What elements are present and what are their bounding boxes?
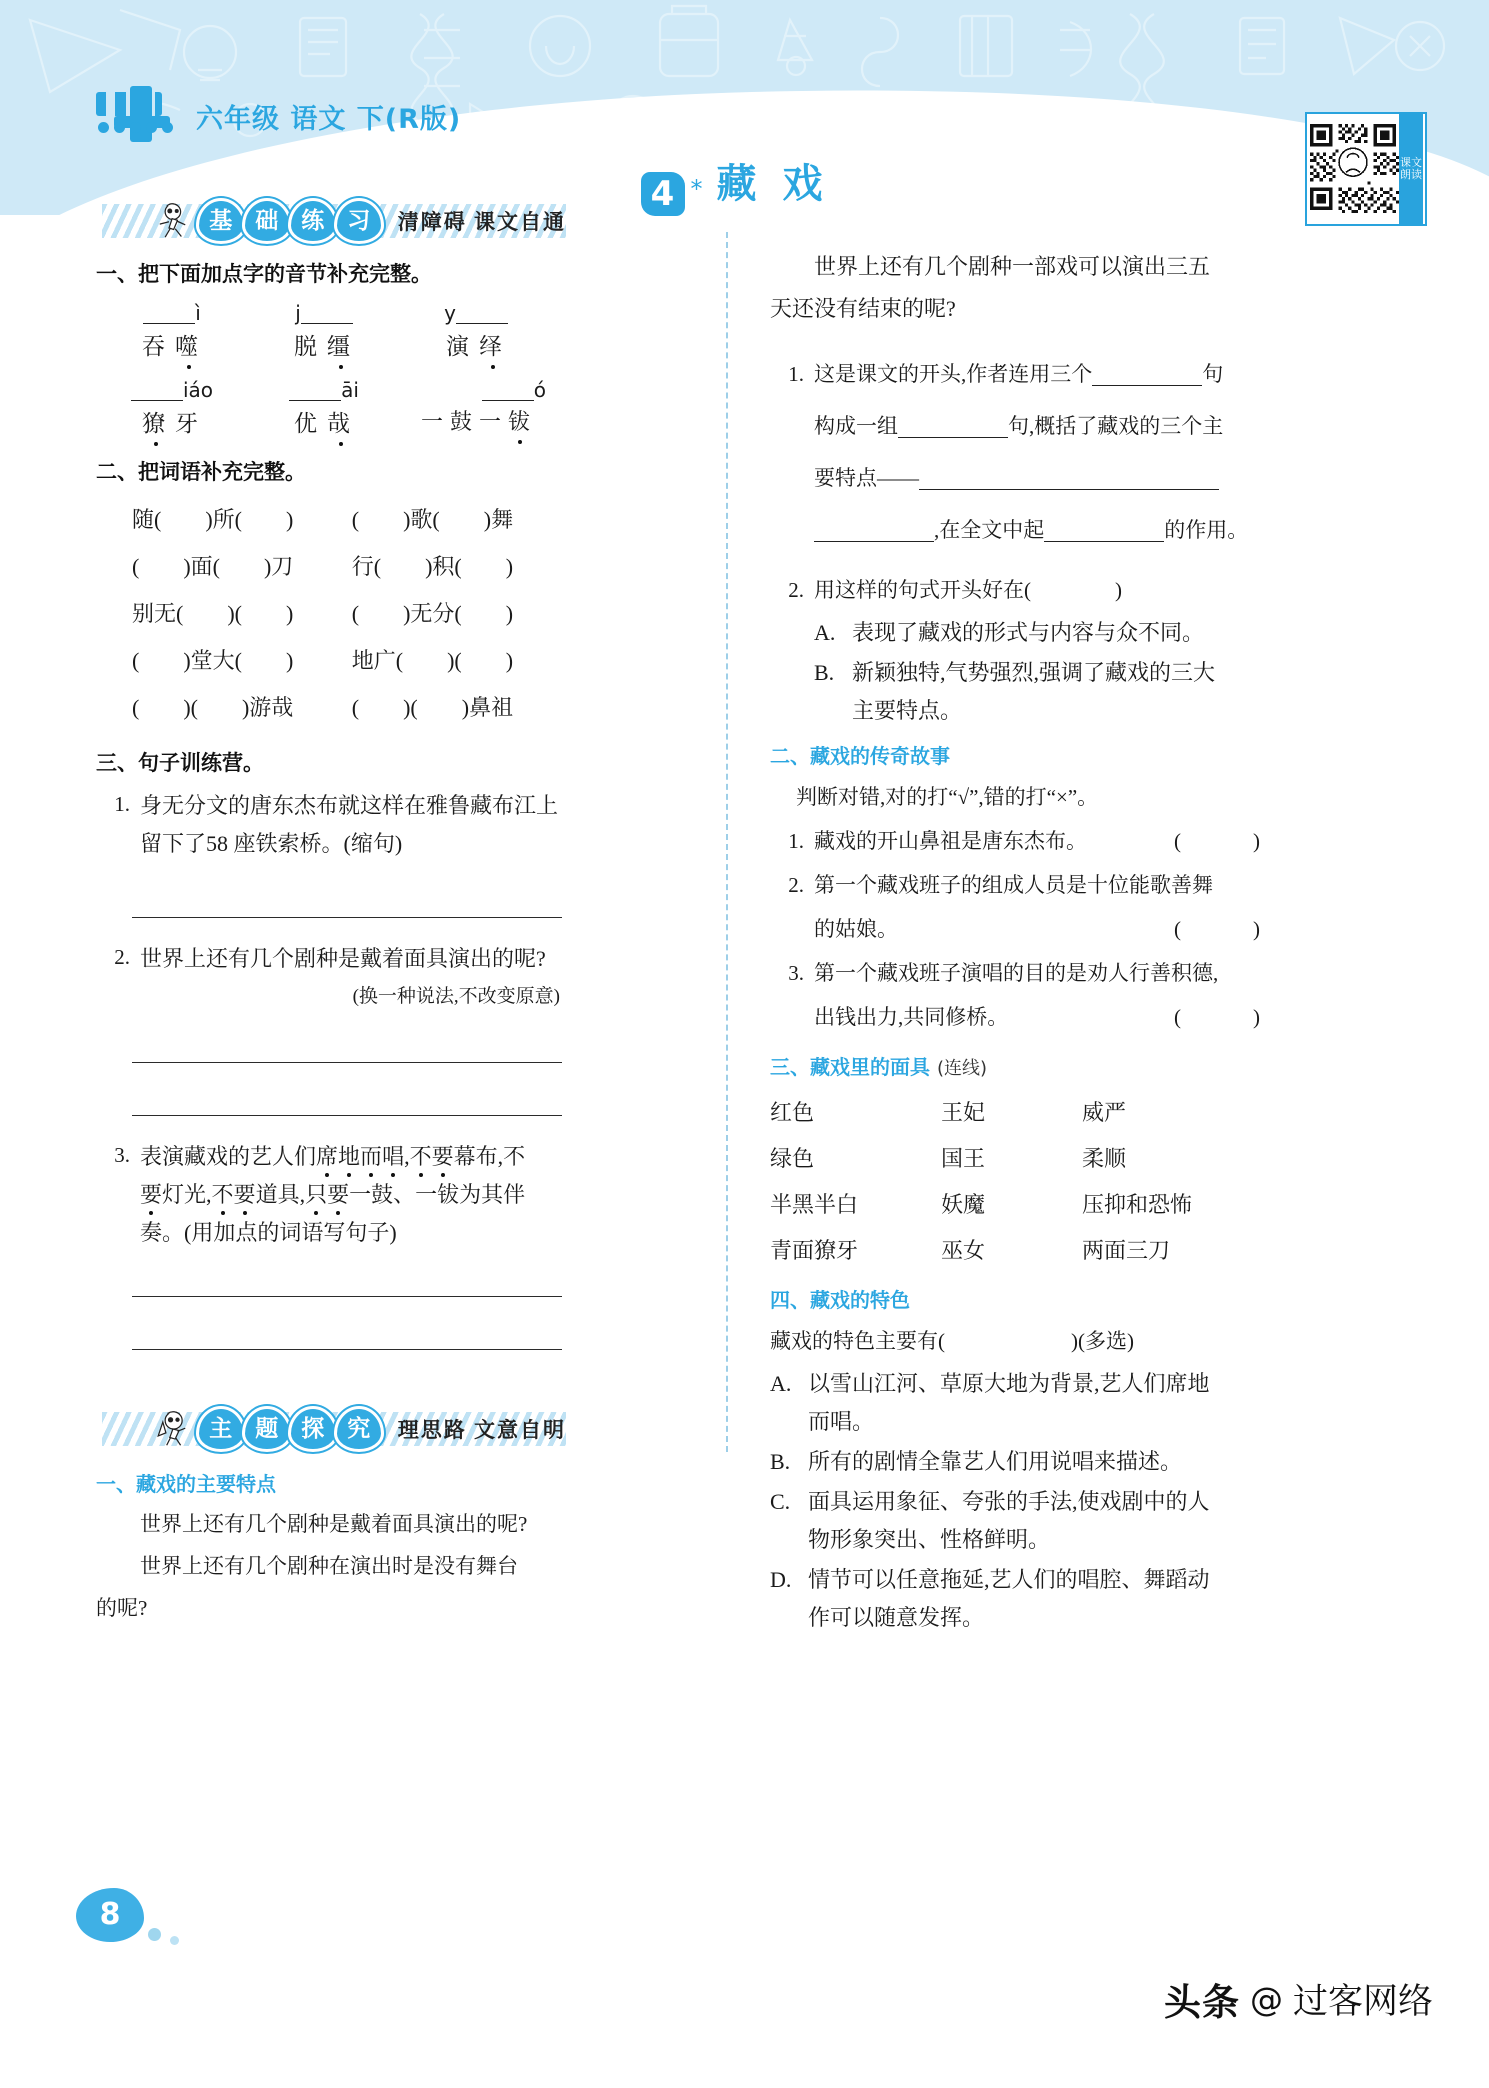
- question-line: 奏。(用加点的词语写句子): [140, 1220, 397, 1245]
- question-number: 2.: [788, 578, 804, 602]
- matching-exercise-table: [770, 1090, 1270, 1274]
- column-divider: [726, 232, 728, 1452]
- pinyin-cell: ì 吞 噬: [142, 301, 202, 359]
- word-fill-grid: [96, 496, 566, 731]
- word-fill-cell[interactable]: 地广( )( ): [351, 648, 514, 673]
- question-number: 2.: [114, 945, 130, 969]
- brand-name-text: 过客网络: [1292, 1982, 1433, 2022]
- question-number: 3.: [788, 961, 804, 985]
- badge-character-bubbles: [196, 1406, 380, 1452]
- quote-line: 的呢?: [96, 1596, 148, 1620]
- option-key: B.: [770, 1449, 791, 1474]
- pinyin-exercise-grid: [96, 298, 566, 438]
- option-key: A.: [770, 1371, 792, 1396]
- match-middle-item[interactable]: 王妃: [941, 1100, 986, 1125]
- answer-blank[interactable]: [1092, 363, 1202, 386]
- answer-blank[interactable]: [919, 467, 1219, 490]
- match-left-item[interactable]: 红色: [770, 1100, 815, 1125]
- option-text: 面具运用象征、夸张的手法,使戏剧中的人 物形象突出、性格鲜明。: [808, 1489, 1210, 1552]
- option-key: C.: [770, 1489, 791, 1514]
- badge-char-1: 题: [242, 1406, 292, 1452]
- question-note: (换一种说法,不改变原意): [352, 986, 560, 1007]
- lesson-title: [0, 152, 1489, 214]
- word-fill-row: [132, 543, 566, 590]
- brand-at-symbol: @: [1249, 1979, 1283, 2019]
- theme-part1-quote-continued: [770, 246, 1270, 330]
- brand-logo: [96, 86, 461, 146]
- pinyin-prefix-2: y: [444, 301, 456, 325]
- answer-line[interactable]: [132, 1296, 562, 1297]
- pinyin-cell: āi 优 哉: [248, 375, 400, 438]
- tf-item: [770, 951, 1270, 1039]
- lesson-star-icon: *: [690, 175, 703, 203]
- question-number: 1.: [788, 829, 804, 853]
- tf-text: 第一个藏戏班子演唱的目的是劝人行善积德,: [814, 961, 1219, 985]
- word-fill-cell[interactable]: ( )堂大( ): [132, 648, 294, 673]
- theme-part4-heading: 四、藏戏的特色: [770, 1288, 910, 1312]
- tf-item: [770, 819, 1270, 863]
- option-row[interactable]: [770, 1561, 1270, 1637]
- q2-stem[interactable]: 用这样的句式开头好在( ): [814, 578, 1122, 602]
- matching-row: [770, 1182, 1270, 1228]
- pinyin-suffix-4: āi: [341, 378, 359, 402]
- exercise-1-heading: 一、把下面加点字的音节补充完整。: [96, 262, 432, 286]
- answer-line[interactable]: [132, 1349, 562, 1350]
- match-middle-item[interactable]: 妖魔: [941, 1192, 986, 1217]
- option-text: 新颖独特,气势强烈,强调了藏戏的三大 主要特点。: [852, 660, 1216, 723]
- tf-text: 出钱出力,共同修桥。: [814, 1005, 1009, 1029]
- pinyin-blank-input[interactable]: [301, 303, 353, 324]
- pinyin-blank-input[interactable]: [456, 303, 508, 324]
- match-right-item[interactable]: 柔顺: [1082, 1146, 1127, 1171]
- theme-part3-heading: [770, 1051, 1270, 1080]
- exercise-2-heading: 二、把词语补充完整。: [96, 460, 306, 484]
- badge-char-2: 探: [288, 1406, 338, 1452]
- tf-item: [770, 863, 1270, 951]
- sentence-question-2: [96, 940, 566, 1016]
- question-line: 表演藏戏的艺人们席地而唱,不要幕布,不: [140, 1144, 526, 1169]
- option-text: 以雪山江河、草原大地为背景,艺人们席地 而唱。: [808, 1371, 1210, 1434]
- exercise-3-heading: 三、句子训练营。: [96, 751, 264, 775]
- grade-subject-title: 六年级 语文 下(R版): [196, 103, 462, 135]
- badge-char-2: 练: [288, 198, 338, 244]
- option-text: 表现了藏戏的形式与内容与众不同。: [852, 620, 1205, 645]
- pinyin-suffix-5: ó: [533, 378, 546, 402]
- pinyin-cell: iáo 獠 牙: [96, 375, 248, 438]
- question-line: 留下了58 座铁索桥。(缩句): [140, 831, 403, 856]
- theme-q2: [770, 568, 1270, 730]
- word-fill-cell[interactable]: ( )无分( ): [351, 601, 514, 626]
- quote-line: 世界上还有几个剧种是戴着面具演出的呢?: [140, 1512, 528, 1536]
- answer-blank[interactable]: [814, 519, 934, 542]
- question-number: 2.: [788, 873, 804, 897]
- answer-line[interactable]: [132, 1115, 562, 1116]
- brand-mark-text: 头条: [1163, 1981, 1240, 2024]
- basic-practice-subtitle: 清障碍 课文自通: [397, 210, 566, 234]
- match-left-item[interactable]: 青面獠牙: [770, 1238, 859, 1263]
- pinyin-cell: y 演 绎: [444, 301, 506, 359]
- part4-stem[interactable]: 藏戏的特色主要有( )(多选): [770, 1329, 1134, 1353]
- sentence-question-1: [96, 787, 566, 863]
- word-fill-row: [132, 684, 566, 731]
- tf-text: 第一个藏戏班子的组成人员是十位能歌善舞: [814, 873, 1213, 897]
- word-fill-cell[interactable]: ( )歌( )舞: [351, 507, 514, 532]
- word-fill-cell[interactable]: 别无( )( ): [132, 601, 294, 626]
- pinyin-row: [96, 298, 566, 361]
- match-left-item[interactable]: 半黑半白: [770, 1192, 859, 1217]
- option-text: 情节可以任意拖延,艺人们的唱腔、舞蹈动 作可以随意发挥。: [808, 1567, 1210, 1630]
- mascot-cape-icon: [152, 1404, 194, 1454]
- word-fill-row: [132, 637, 566, 684]
- theme-part2-heading: 二、藏戏的传奇故事: [770, 744, 950, 768]
- option-key: A.: [814, 620, 836, 645]
- word-fill-cell[interactable]: ( )( )鼻祖: [351, 695, 514, 720]
- qr-code-box[interactable]: [1305, 112, 1427, 226]
- lesson-name: 藏戏: [716, 161, 849, 207]
- tf-text: 的姑娘。: [814, 917, 898, 941]
- theme-part1-heading: 一、藏戏的主要特点: [96, 1472, 276, 1496]
- theme-inquiry-badge: [96, 1404, 566, 1454]
- match-left-item[interactable]: 绿色: [770, 1146, 815, 1171]
- option-row[interactable]: [770, 1365, 1270, 1441]
- part3-heading-note: (连线): [936, 1058, 988, 1079]
- part2-instruction: 判断对错,对的打“√”,错的打“×”。: [796, 785, 1099, 809]
- sentence-question-3: [96, 1138, 566, 1252]
- question-line: 世界上还有几个剧种是戴着面具演出的呢?: [140, 946, 546, 971]
- left-column: [96, 196, 566, 1629]
- lesson-number: 4: [641, 172, 685, 216]
- option-key: B.: [814, 660, 835, 685]
- theme-part1-quote: [96, 1503, 566, 1629]
- option-row[interactable]: [770, 1443, 1270, 1481]
- page-number: 8: [99, 1897, 121, 1932]
- question-number: 1.: [788, 362, 804, 386]
- page-number-badge: [76, 1888, 150, 1946]
- answer-blank[interactable]: [898, 415, 1008, 438]
- quote-line: 世界上还有几个剧种一部戏可以演出三五: [814, 254, 1211, 279]
- match-middle-item[interactable]: 国王: [941, 1146, 986, 1171]
- pinyin-blank-input[interactable]: [289, 380, 341, 401]
- part3-heading-text: 三、藏戏里的面具: [770, 1055, 930, 1079]
- qr-code-label: 课文朗读: [1399, 114, 1423, 224]
- word-fill-cell[interactable]: 行( )积( ): [351, 554, 514, 579]
- answer-line[interactable]: [132, 917, 562, 918]
- theme-inquiry-subtitle: 理思路 文意自明: [397, 1418, 566, 1442]
- word-fill-row: [132, 590, 566, 637]
- matching-row: [770, 1228, 1270, 1274]
- word-fill-cell[interactable]: ( )( )游哉: [132, 695, 294, 720]
- tf-answer-box[interactable]: ( ): [1174, 917, 1270, 941]
- badge-char-0: 基: [196, 198, 246, 244]
- match-right-item[interactable]: 威严: [1082, 1100, 1127, 1125]
- q1-line: 构成一组 句,概括了藏戏的三个主: [814, 414, 1224, 438]
- q1-line: 要特点——: [814, 452, 1270, 504]
- word-fill-row: [132, 496, 566, 543]
- question-line: 要灯光,不要道具,只要一鼓、一钹为其伴: [140, 1182, 526, 1207]
- matching-row: [770, 1136, 1270, 1182]
- q1-line: 这是课文的开头,作者连用三个 句: [814, 362, 1224, 386]
- q1-line: ,在全文中起 的作用。: [814, 504, 1270, 556]
- answer-line[interactable]: [132, 1062, 562, 1063]
- qr-code-icon: [1307, 114, 1399, 220]
- pinyin-cell: ó 一 鼓 一 钹: [420, 378, 546, 434]
- option-row[interactable]: [770, 1483, 1270, 1559]
- answer-blank[interactable]: [1044, 519, 1164, 542]
- option-row[interactable]: [814, 614, 1270, 652]
- badge-char-3: 习: [334, 198, 384, 244]
- question-line: 身无分文的唐东杰布就这样在雅鲁藏布江上: [140, 793, 559, 818]
- pinyin-blank-input[interactable]: [131, 380, 183, 401]
- quote-line: 世界上还有几个剧种在演出时是没有舞台: [140, 1554, 518, 1578]
- quote-line: 天还没有结束的呢?: [770, 296, 956, 321]
- question-number: 1.: [114, 792, 130, 816]
- page-badge-dot: [170, 1936, 179, 1945]
- word-fill-cell[interactable]: 随( )所( ): [132, 507, 294, 532]
- word-fill-cell[interactable]: ( )面( )刀: [132, 554, 294, 579]
- pinyin-row: [96, 375, 566, 438]
- match-right-item[interactable]: 压抑和恐怖: [1082, 1192, 1193, 1217]
- option-text: 所有的剧情全靠艺人们用说唱来描述。: [808, 1449, 1183, 1474]
- question-number: 3.: [114, 1143, 130, 1167]
- pinyin-blank-input[interactable]: [143, 303, 195, 324]
- match-middle-item[interactable]: 巫女: [941, 1238, 986, 1263]
- page-badge-dot: [148, 1928, 161, 1941]
- badge-char-3: 究: [334, 1406, 384, 1452]
- option-row[interactable]: [814, 654, 1270, 730]
- tf-answer-box[interactable]: ( ): [1174, 829, 1270, 853]
- logo-icon: [96, 86, 182, 146]
- badge-char-0: 主: [196, 1406, 246, 1452]
- tf-text: 藏戏的开山鼻祖是唐东杰布。: [814, 829, 1087, 853]
- tf-answer-box[interactable]: ( ): [1174, 1005, 1270, 1029]
- watermark-brand: [1164, 1972, 1433, 2026]
- right-column: [770, 196, 1270, 1637]
- theme-q1: [770, 348, 1270, 556]
- option-key: D.: [770, 1567, 792, 1592]
- pinyin-suffix-0: ì: [195, 301, 201, 325]
- matching-row: [770, 1090, 1270, 1136]
- pinyin-cell: j 脱 缰: [294, 301, 354, 359]
- pinyin-suffix-3: iáo: [182, 378, 214, 402]
- match-right-item[interactable]: 两面三刀: [1082, 1238, 1171, 1263]
- badge-char-1: 础: [242, 198, 292, 244]
- pinyin-prefix-1: j: [295, 301, 301, 325]
- pinyin-blank-input[interactable]: [482, 380, 534, 401]
